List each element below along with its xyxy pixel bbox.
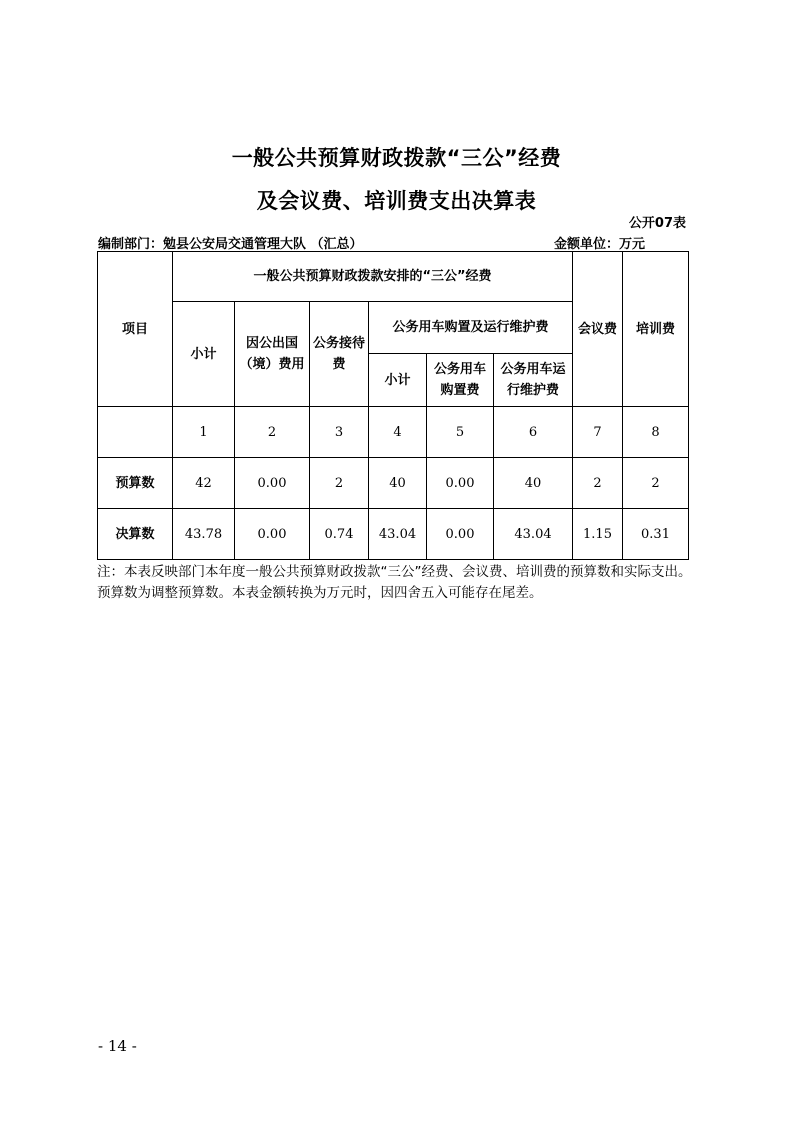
table-cell: 40: [494, 458, 573, 509]
table-cell: 1.15: [573, 509, 623, 560]
table-cell: 43.04: [369, 509, 427, 560]
table-cell: 0.00: [427, 458, 494, 509]
table-meta: [98, 233, 688, 252]
page-subtitle: 及会议费、培训费支出决算表: [256, 189, 537, 213]
table-cell: 2: [623, 458, 689, 509]
header-three-public-group: 一般公共预算财政拨款安排的“三公”经费: [173, 252, 573, 302]
table-cell: 2: [310, 458, 369, 509]
column-number: 4: [369, 407, 427, 458]
header-training: 培训费: [623, 252, 689, 407]
page-number: - 14 -: [98, 1037, 137, 1055]
header-item: 项目: [98, 252, 173, 407]
page-title: 一般公共预算财政拨款“三公”经费: [231, 146, 562, 170]
table-note: 注：本表反映部门本年度一般公共预算财政拨款“三公”经费、会议费、培训费的预算数和实际支出。预算数为调整预算数。本表金额转换为万元时，因四舍五入可能存在尾差。: [97, 564, 692, 601]
column-number: 7: [573, 407, 623, 458]
header-reception: 公务接待费: [310, 302, 369, 407]
unit-label: 金额单位：万元: [554, 237, 646, 252]
column-number-blank: [98, 407, 173, 458]
table-cell: 43.78: [173, 509, 235, 560]
column-number: 2: [235, 407, 310, 458]
header-abroad: 因公出国（境）费用: [235, 302, 310, 407]
header-vehicle-operation: 公务用车运行维护费: [494, 354, 573, 407]
column-number: 5: [427, 407, 494, 458]
table-cell: 0.31: [623, 509, 689, 560]
column-number: 8: [623, 407, 689, 458]
header-meeting: 会议费: [573, 252, 623, 407]
row-label-budget: 预算数: [98, 458, 173, 509]
header-vehicle-purchase: 公务用车购置费: [427, 354, 494, 407]
table-row: [98, 509, 689, 560]
form-number: 公开07表: [628, 216, 686, 231]
table-cell: 0.00: [427, 509, 494, 560]
column-number: 3: [310, 407, 369, 458]
expense-table: [97, 251, 689, 560]
table-row: [98, 458, 689, 509]
table-cell: 40: [369, 458, 427, 509]
header-vehicle-group: 公务用车购置及运行维护费: [369, 302, 573, 354]
header-vehicle-subtotal: 小计: [369, 354, 427, 407]
table-cell: 0.00: [235, 458, 310, 509]
table-cell: 0.00: [235, 509, 310, 560]
column-number: 1: [173, 407, 235, 458]
row-label-actual: 决算数: [98, 509, 173, 560]
table-cell: 0.74: [310, 509, 369, 560]
department-label: 编制部门：勉县公安局交通管理大队 （汇总）: [98, 237, 363, 252]
column-number: 6: [494, 407, 573, 458]
table-cell: 2: [573, 458, 623, 509]
table-cell: 43.04: [494, 509, 573, 560]
table-cell: 42: [173, 458, 235, 509]
header-subtotal: 小计: [173, 302, 235, 407]
